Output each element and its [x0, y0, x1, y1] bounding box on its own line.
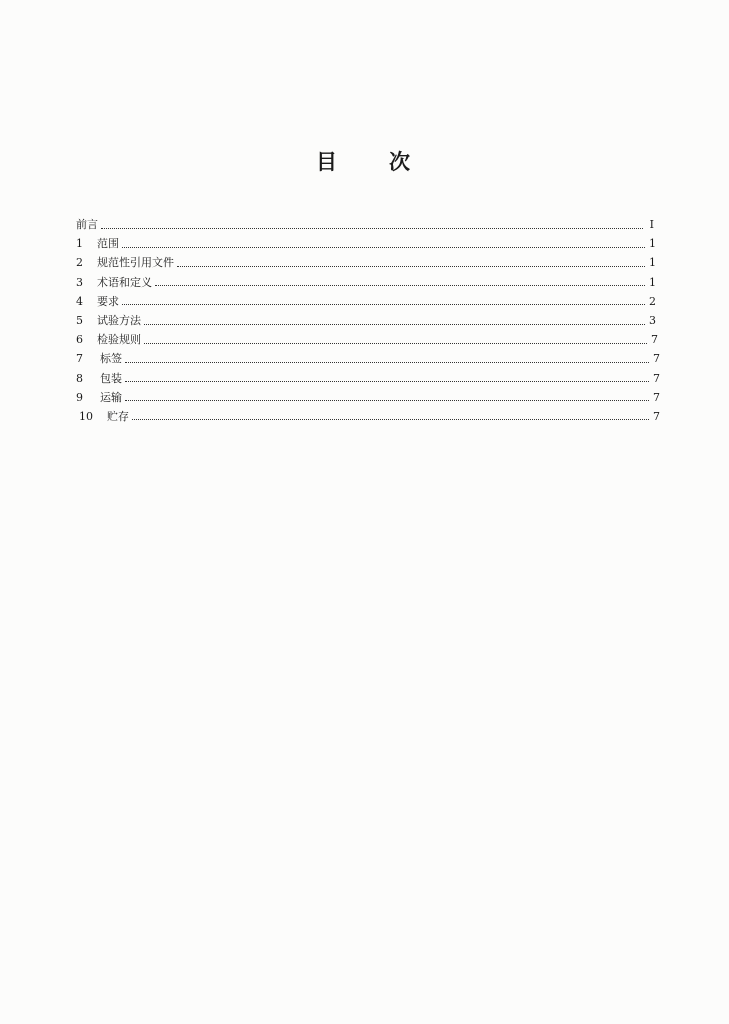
- toc-page: 7: [653, 352, 660, 366]
- toc-entry-3[interactable]: [76, 273, 656, 292]
- toc-label: 检验规则: [97, 333, 141, 347]
- toc-label: 试验方法: [97, 313, 141, 327]
- toc-number: 5: [76, 313, 83, 327]
- toc-entry-8[interactable]: [76, 369, 660, 388]
- toc-label: 贮存: [107, 409, 129, 423]
- toc-leader: [177, 265, 645, 267]
- toc-page: 1: [649, 237, 656, 251]
- toc-page: 7: [651, 333, 658, 347]
- page-title: [316, 146, 410, 176]
- toc-leader: [101, 227, 643, 229]
- toc-leader: [125, 361, 649, 363]
- toc-entry-6[interactable]: [76, 330, 658, 349]
- toc-leader: [122, 303, 645, 305]
- toc-number: 7: [76, 352, 83, 366]
- toc-page: 7: [653, 371, 660, 385]
- toc-leader: [125, 380, 649, 382]
- toc-label: 标签: [100, 352, 122, 366]
- toc-page: 1: [649, 275, 656, 289]
- toc-number: 6: [76, 333, 83, 347]
- toc-label: 术语和定义: [97, 275, 152, 289]
- toc-label: 规范性引用文件: [97, 256, 174, 270]
- toc-entry-1[interactable]: [76, 234, 656, 253]
- toc-page: 3: [649, 313, 656, 327]
- toc-label: 运输: [100, 390, 122, 404]
- toc-page: 7: [653, 409, 660, 423]
- toc-entry-4[interactable]: [76, 292, 656, 311]
- title-char-2: 次: [389, 150, 410, 174]
- toc-leader: [144, 342, 647, 344]
- toc-entry-9[interactable]: [76, 388, 660, 407]
- toc-number: 1: [76, 237, 83, 251]
- toc-page: 2: [649, 294, 656, 308]
- toc-leader: [122, 246, 645, 248]
- toc-page: 7: [653, 390, 660, 404]
- toc-number: 9: [76, 390, 83, 404]
- toc-label: 包装: [100, 371, 122, 385]
- toc-label: 要求: [97, 294, 119, 308]
- toc-number: 3: [76, 275, 83, 289]
- toc-number: 10: [79, 409, 93, 423]
- toc-label: 范围: [97, 237, 119, 251]
- toc-leader: [155, 284, 645, 286]
- toc-number: 2: [76, 256, 83, 270]
- toc-entry-2[interactable]: [76, 253, 656, 272]
- title-char-1: 目: [316, 150, 337, 174]
- toc-entry-7[interactable]: [76, 349, 660, 368]
- toc-entry-10[interactable]: [76, 407, 660, 426]
- toc-entry-foreword[interactable]: [76, 215, 654, 234]
- toc-entry-5[interactable]: [76, 311, 656, 330]
- toc-leader: [125, 399, 649, 401]
- toc-leader: [144, 323, 645, 325]
- toc-leader: [132, 418, 649, 420]
- toc-page: I: [649, 218, 654, 231]
- table-of-contents: [76, 215, 660, 426]
- toc-page: 1: [649, 256, 656, 270]
- toc-label: 前言: [76, 218, 98, 231]
- toc-number: 4: [76, 294, 83, 308]
- toc-number: 8: [76, 371, 83, 385]
